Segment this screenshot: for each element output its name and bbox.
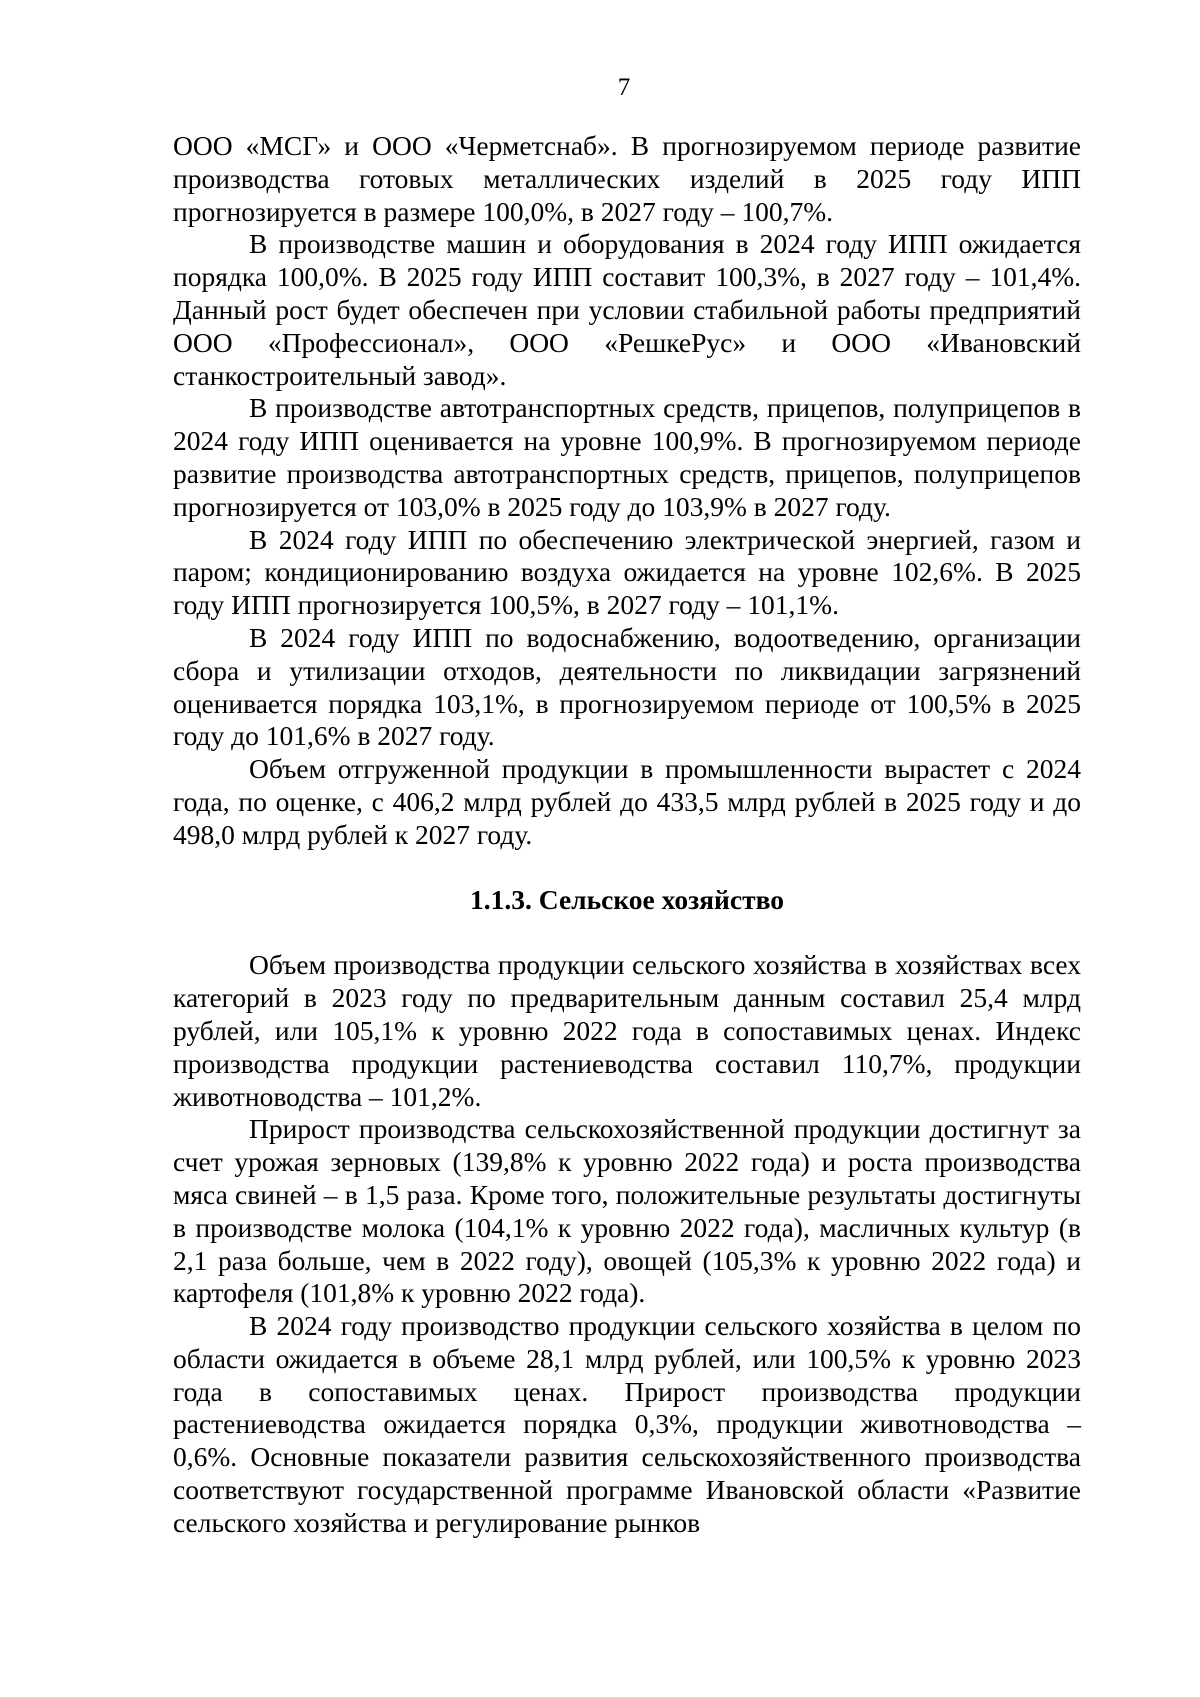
page-number: 7: [617, 74, 631, 101]
paragraph-energy: В 2024 году ИПП по обеспечению электрической энергией, газом и паром; кондиционированию воздуха ожидается на уровне 102,6%. В 2025 году ИПП прогнозируется 100,5%, в 2027 году – 101,1%.: [173, 523, 1081, 621]
document-body: [173, 130, 1081, 1540]
paragraph-continuation: ООО «МСГ» и ООО «Черметснаб». В прогнозируемом периоде развитие производства готовых металлических изделий в 2025 году ИПП прогнозируется в размере 100,0%, в 2027 году – 100,7%.: [173, 130, 1081, 227]
paragraph-machinery: В производстве машин и оборудования в 2024 году ИПП ожидается порядка 100,0%. В 2025 году ИПП составит 100,3%, в 2027 году – 101,4%. Данный рост будет обеспечен при условии стабильной работы предприятий ООО «Профессионал», ООО «РешкеРус» и ООО «Ивановский станкостроительный завод».: [173, 228, 1081, 391]
paragraph-agriculture-growth: Прирост производства сельскохозяйственной продукции достигнут за счет урожая зерновых (139,8% к уровню 2022 года) и роста производства мяса свиней – в 1,5 раза. Кроме того, положительные результаты достигнуты в производстве молока (104,1% к уровню 2022 года), масличных культур (в 2,1 раза больше, чем в 2022 году), овощей (105,3% к уровню 2022 года) и картофеля (101,8% к уровню 2022 года).: [173, 1113, 1081, 1309]
paragraph-vehicles: В производстве автотранспортных средств, прицепов, полуприцепов в 2024 году ИПП оценивается на уровне 100,9%. В прогнозируемом периоде развитие производства автотранспортных средств, прицепов, полуприцепов прогнозируется от 103,0% в 2025 году до 103,9% в 2027 году.: [173, 392, 1081, 522]
paragraph-shipped-products: Объем отгруженной продукции в промышленности вырастет с 2024 года, по оценке, с 406,2 млрд рублей до 433,5 млрд рублей в 2025 году и до 498,0 млрд рублей к 2027 году.: [173, 753, 1081, 850]
paragraph-agriculture-volume: Объем производства продукции сельского хозяйства в хозяйствах всех категорий в 2023 году по предварительным данным составил 25,4 млрд рублей, или 105,1% к уровню 2022 года в сопоставимых ценах. Индекс производства продукции растениеводства составил 110,7%, продукции животноводства – 101,2%.: [173, 949, 1081, 1112]
section-heading: 1.1.3. Сельское хозяйство: [470, 883, 784, 915]
paragraph-water-supply: В 2024 году ИПП по водоснабжению, водоотведению, организации сбора и утилизации отходов, деятельности по ликвидации загрязнений оценивается порядка 103,1%, в прогнозируемом периоде от 100,5% в 2025 году до 101,6% в 2027 году.: [173, 621, 1081, 752]
paragraph-agriculture-2024: В 2024 году производство продукции сельского хозяйства в целом по области ожидается в объеме 28,1 млрд рублей, или 100,5% к уровню 2023 года в сопоставимых ценах. Прирост производства продукции растениеводства ожидается порядка 0,3%, продукции животноводства – 0,6%. Основные показатели развития сельскохозяйственного производства соответствуют государственной программе Ивановской области «Развитие сельского хозяйства и регулирование рынков: [173, 1310, 1081, 1538]
